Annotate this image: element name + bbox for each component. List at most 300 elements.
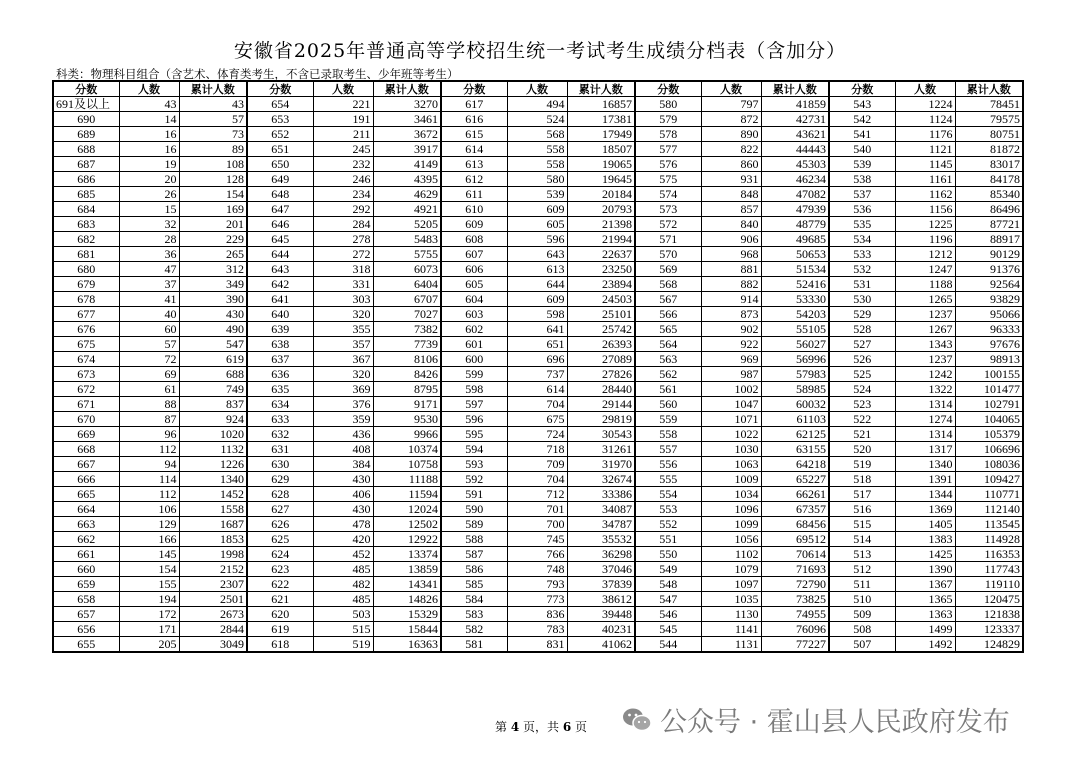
cumulative-cell: 44443 <box>761 142 829 157</box>
count-cell: 194 <box>119 592 179 607</box>
score-cell: 614 <box>441 142 507 157</box>
cumulative-cell: 91376 <box>955 262 1023 277</box>
cumulative-cell: 62125 <box>761 427 829 442</box>
column-header: 累计人数 <box>955 81 1023 97</box>
count-cell: 359 <box>313 412 373 427</box>
cumulative-cell: 35532 <box>567 532 635 547</box>
cumulative-cell: 1340 <box>179 472 247 487</box>
cumulative-cell: 24503 <box>567 292 635 307</box>
count-cell: 430 <box>313 502 373 517</box>
count-cell: 822 <box>701 142 761 157</box>
cumulative-cell: 25742 <box>567 322 635 337</box>
count-cell: 568 <box>507 127 567 142</box>
score-cell: 604 <box>441 292 507 307</box>
score-cell: 638 <box>247 337 313 352</box>
count-cell: 36 <box>119 247 179 262</box>
count-cell: 1405 <box>895 517 955 532</box>
count-cell: 1499 <box>895 622 955 637</box>
table-header-row <box>53 81 1023 97</box>
count-cell: 232 <box>313 157 373 172</box>
score-cell: 517 <box>829 487 895 502</box>
score-cell: 603 <box>441 307 507 322</box>
count-cell: 840 <box>701 217 761 232</box>
footer-prefix: 第 <box>495 720 511 734</box>
count-cell: 28 <box>119 232 179 247</box>
table-row <box>53 472 1023 487</box>
count-cell: 166 <box>119 532 179 547</box>
score-cell: 664 <box>53 502 119 517</box>
cumulative-cell: 71693 <box>761 562 829 577</box>
cumulative-cell: 9171 <box>373 397 441 412</box>
count-cell: 1030 <box>701 442 761 457</box>
score-cell: 537 <box>829 187 895 202</box>
score-cell: 523 <box>829 397 895 412</box>
cumulative-cell: 42731 <box>761 112 829 127</box>
cumulative-cell: 68456 <box>761 517 829 532</box>
count-cell: 922 <box>701 337 761 352</box>
score-cell: 606 <box>441 262 507 277</box>
table-row <box>53 547 1023 562</box>
cumulative-cell: 79575 <box>955 112 1023 127</box>
score-cell: 591 <box>441 487 507 502</box>
count-cell: 748 <box>507 562 567 577</box>
count-cell: 16 <box>119 127 179 142</box>
score-cell: 570 <box>635 247 701 262</box>
table-row <box>53 487 1023 502</box>
count-cell: 145 <box>119 547 179 562</box>
cumulative-cell: 5205 <box>373 217 441 232</box>
cumulative-cell: 4921 <box>373 202 441 217</box>
score-cell: 661 <box>53 547 119 562</box>
cumulative-cell: 1020 <box>179 427 247 442</box>
score-cell: 588 <box>441 532 507 547</box>
count-cell: 704 <box>507 397 567 412</box>
cumulative-cell: 89 <box>179 142 247 157</box>
count-cell: 931 <box>701 172 761 187</box>
cumulative-cell: 749 <box>179 382 247 397</box>
table-row <box>53 112 1023 127</box>
column-header: 分数 <box>441 81 507 97</box>
count-cell: 278 <box>313 232 373 247</box>
cumulative-cell: 924 <box>179 412 247 427</box>
score-cell: 529 <box>829 307 895 322</box>
score-cell: 611 <box>441 187 507 202</box>
table-row <box>53 337 1023 352</box>
count-cell: 1322 <box>895 382 955 397</box>
score-cell: 670 <box>53 412 119 427</box>
count-cell: 60 <box>119 322 179 337</box>
table-row <box>53 442 1023 457</box>
score-cell: 531 <box>829 277 895 292</box>
score-cell: 653 <box>247 112 313 127</box>
cumulative-cell: 9966 <box>373 427 441 442</box>
count-cell: 94 <box>119 457 179 472</box>
cumulative-cell: 2844 <box>179 622 247 637</box>
cumulative-cell: 104065 <box>955 412 1023 427</box>
count-cell: 436 <box>313 427 373 442</box>
score-cell: 521 <box>829 427 895 442</box>
column-header: 分数 <box>53 81 119 97</box>
score-cell: 627 <box>247 502 313 517</box>
count-cell: 1162 <box>895 187 955 202</box>
score-cell: 577 <box>635 142 701 157</box>
cumulative-cell: 56027 <box>761 337 829 352</box>
score-cell: 680 <box>53 262 119 277</box>
score-cell: 580 <box>635 97 701 112</box>
cumulative-cell: 47082 <box>761 187 829 202</box>
count-cell: 1363 <box>895 607 955 622</box>
cumulative-cell: 29819 <box>567 412 635 427</box>
cumulative-cell: 2501 <box>179 592 247 607</box>
score-cell: 522 <box>829 412 895 427</box>
score-cell: 636 <box>247 367 313 382</box>
table-row <box>53 562 1023 577</box>
score-cell: 560 <box>635 397 701 412</box>
count-cell: 1369 <box>895 502 955 517</box>
score-cell: 513 <box>829 547 895 562</box>
score-cell: 674 <box>53 352 119 367</box>
score-cell: 549 <box>635 562 701 577</box>
score-cell: 532 <box>829 262 895 277</box>
count-cell: 1161 <box>895 172 955 187</box>
score-cell: 659 <box>53 577 119 592</box>
cumulative-cell: 8426 <box>373 367 441 382</box>
cumulative-cell: 27089 <box>567 352 635 367</box>
score-cell: 690 <box>53 112 119 127</box>
cumulative-cell: 97676 <box>955 337 1023 352</box>
count-cell: 205 <box>119 637 179 653</box>
cumulative-cell: 5483 <box>373 232 441 247</box>
count-cell: 20 <box>119 172 179 187</box>
cumulative-cell: 1998 <box>179 547 247 562</box>
table-row <box>53 277 1023 292</box>
cumulative-cell: 312 <box>179 262 247 277</box>
score-cell: 675 <box>53 337 119 352</box>
count-cell: 797 <box>701 97 761 112</box>
cumulative-cell: 7027 <box>373 307 441 322</box>
count-cell: 906 <box>701 232 761 247</box>
count-cell: 114 <box>119 472 179 487</box>
cumulative-cell: 77227 <box>761 637 829 653</box>
score-cell: 582 <box>441 622 507 637</box>
cumulative-cell: 58985 <box>761 382 829 397</box>
count-cell: 598 <box>507 307 567 322</box>
cumulative-cell: 76096 <box>761 622 829 637</box>
score-cell: 544 <box>635 637 701 653</box>
score-cell: 663 <box>53 517 119 532</box>
score-cell: 536 <box>829 202 895 217</box>
cumulative-cell: 37046 <box>567 562 635 577</box>
cumulative-cell: 26393 <box>567 337 635 352</box>
column-header: 分数 <box>635 81 701 97</box>
cumulative-cell: 36298 <box>567 547 635 562</box>
score-cell: 624 <box>247 547 313 562</box>
count-cell: 873 <box>701 307 761 322</box>
count-cell: 1002 <box>701 382 761 397</box>
score-cell: 557 <box>635 442 701 457</box>
cumulative-cell: 70614 <box>761 547 829 562</box>
column-header: 分数 <box>247 81 313 97</box>
table-row <box>53 412 1023 427</box>
cumulative-cell: 65227 <box>761 472 829 487</box>
cumulative-cell: 27826 <box>567 367 635 382</box>
count-cell: 1196 <box>895 232 955 247</box>
count-cell: 420 <box>313 532 373 547</box>
cumulative-cell: 43621 <box>761 127 829 142</box>
cumulative-cell: 18507 <box>567 142 635 157</box>
score-cell: 589 <box>441 517 507 532</box>
cumulative-cell: 169 <box>179 202 247 217</box>
column-header: 累计人数 <box>179 81 247 97</box>
count-cell: 211 <box>313 127 373 142</box>
cumulative-cell: 52416 <box>761 277 829 292</box>
count-cell: 367 <box>313 352 373 367</box>
count-cell: 860 <box>701 157 761 172</box>
cumulative-cell: 43 <box>179 97 247 112</box>
table-row <box>53 622 1023 637</box>
table-row <box>53 172 1023 187</box>
cumulative-cell: 2673 <box>179 607 247 622</box>
count-cell: 1237 <box>895 352 955 367</box>
score-cell: 660 <box>53 562 119 577</box>
count-cell: 112 <box>119 442 179 457</box>
score-cell: 585 <box>441 577 507 592</box>
table-row <box>53 157 1023 172</box>
cumulative-cell: 123337 <box>955 622 1023 637</box>
count-cell: 272 <box>313 247 373 262</box>
count-cell: 106 <box>119 502 179 517</box>
score-cell: 510 <box>829 592 895 607</box>
cumulative-cell: 390 <box>179 292 247 307</box>
table-row <box>53 247 1023 262</box>
count-cell: 1267 <box>895 322 955 337</box>
table-row <box>53 577 1023 592</box>
score-cell: 593 <box>441 457 507 472</box>
score-cell: 569 <box>635 262 701 277</box>
table-row <box>53 517 1023 532</box>
cumulative-cell: 114928 <box>955 532 1023 547</box>
cumulative-cell: 67357 <box>761 502 829 517</box>
watermark-text: 公众号 · 霍山县人民政府发布 <box>660 707 1010 738</box>
score-cell: 608 <box>441 232 507 247</box>
count-cell: 987 <box>701 367 761 382</box>
count-cell: 1391 <box>895 472 955 487</box>
score-cell: 679 <box>53 277 119 292</box>
score-cell: 628 <box>247 487 313 502</box>
cumulative-cell: 45303 <box>761 157 829 172</box>
cumulative-cell: 1558 <box>179 502 247 517</box>
cumulative-cell: 10758 <box>373 457 441 472</box>
score-cell: 671 <box>53 397 119 412</box>
cumulative-cell: 73825 <box>761 592 829 607</box>
cumulative-cell: 6073 <box>373 262 441 277</box>
score-cell: 616 <box>441 112 507 127</box>
count-cell: 1097 <box>701 577 761 592</box>
cumulative-cell: 16857 <box>567 97 635 112</box>
table-row <box>53 367 1023 382</box>
count-cell: 1141 <box>701 622 761 637</box>
score-cell: 609 <box>441 217 507 232</box>
cumulative-cell: 265 <box>179 247 247 262</box>
cumulative-cell: 46234 <box>761 172 829 187</box>
score-cell: 581 <box>441 637 507 653</box>
cumulative-cell: 1853 <box>179 532 247 547</box>
count-cell: 40 <box>119 307 179 322</box>
cumulative-cell: 49685 <box>761 232 829 247</box>
cumulative-cell: 100155 <box>955 367 1023 382</box>
count-cell: 1224 <box>895 97 955 112</box>
cumulative-cell: 4149 <box>373 157 441 172</box>
count-cell: 1056 <box>701 532 761 547</box>
cumulative-cell: 349 <box>179 277 247 292</box>
count-cell: 712 <box>507 487 567 502</box>
count-cell: 1099 <box>701 517 761 532</box>
cumulative-cell: 83017 <box>955 157 1023 172</box>
count-cell: 485 <box>313 562 373 577</box>
count-cell: 485 <box>313 592 373 607</box>
cumulative-cell: 96333 <box>955 322 1023 337</box>
cumulative-cell: 48779 <box>761 217 829 232</box>
cumulative-cell: 1132 <box>179 442 247 457</box>
count-cell: 1156 <box>895 202 955 217</box>
cumulative-cell: 7739 <box>373 337 441 352</box>
count-cell: 1079 <box>701 562 761 577</box>
count-cell: 155 <box>119 577 179 592</box>
score-cell: 551 <box>635 532 701 547</box>
score-cell: 520 <box>829 442 895 457</box>
count-cell: 718 <box>507 442 567 457</box>
score-cell: 650 <box>247 157 313 172</box>
count-cell: 696 <box>507 352 567 367</box>
count-cell: 37 <box>119 277 179 292</box>
count-cell: 221 <box>313 97 373 112</box>
score-cell: 598 <box>441 382 507 397</box>
cumulative-cell: 7382 <box>373 322 441 337</box>
score-cell: 550 <box>635 547 701 562</box>
score-cell: 648 <box>247 187 313 202</box>
score-cell: 562 <box>635 367 701 382</box>
cumulative-cell: 14341 <box>373 577 441 592</box>
cumulative-cell: 19645 <box>567 172 635 187</box>
column-header: 人数 <box>895 81 955 97</box>
cumulative-cell: 20793 <box>567 202 635 217</box>
count-cell: 284 <box>313 217 373 232</box>
score-cell: 630 <box>247 457 313 472</box>
count-cell: 881 <box>701 262 761 277</box>
score-cell: 553 <box>635 502 701 517</box>
count-cell: 1145 <box>895 157 955 172</box>
score-cell: 508 <box>829 622 895 637</box>
score-cell: 655 <box>53 637 119 653</box>
count-cell: 15 <box>119 202 179 217</box>
table-row <box>53 532 1023 547</box>
score-cell: 533 <box>829 247 895 262</box>
count-cell: 1265 <box>895 292 955 307</box>
score-cell: 528 <box>829 322 895 337</box>
count-cell: 1340 <box>895 457 955 472</box>
count-cell: 1314 <box>895 397 955 412</box>
score-cell: 646 <box>247 217 313 232</box>
cumulative-cell: 39448 <box>567 607 635 622</box>
watermark <box>622 700 1010 739</box>
cumulative-cell: 547 <box>179 337 247 352</box>
score-cell: 683 <box>53 217 119 232</box>
score-cell: 547 <box>635 592 701 607</box>
score-cell: 535 <box>829 217 895 232</box>
cumulative-cell: 95066 <box>955 307 1023 322</box>
cumulative-cell: 54203 <box>761 307 829 322</box>
score-cell: 658 <box>53 592 119 607</box>
count-cell: 1047 <box>701 397 761 412</box>
score-cell: 584 <box>441 592 507 607</box>
table-row <box>53 292 1023 307</box>
cumulative-cell: 29144 <box>567 397 635 412</box>
count-cell: 482 <box>313 577 373 592</box>
cumulative-cell: 50653 <box>761 247 829 262</box>
score-cell: 587 <box>441 547 507 562</box>
score-cell: 578 <box>635 127 701 142</box>
cumulative-cell: 14826 <box>373 592 441 607</box>
count-cell: 452 <box>313 547 373 562</box>
score-cell: 610 <box>441 202 507 217</box>
count-cell: 376 <box>313 397 373 412</box>
cumulative-cell: 10374 <box>373 442 441 457</box>
cumulative-cell: 85340 <box>955 187 1023 202</box>
cumulative-cell: 32674 <box>567 472 635 487</box>
count-cell: 69 <box>119 367 179 382</box>
score-cell: 556 <box>635 457 701 472</box>
score-cell: 567 <box>635 292 701 307</box>
count-cell: 614 <box>507 382 567 397</box>
count-cell: 701 <box>507 502 567 517</box>
score-cell: 515 <box>829 517 895 532</box>
count-cell: 609 <box>507 292 567 307</box>
table-row <box>53 127 1023 142</box>
cumulative-cell: 20184 <box>567 187 635 202</box>
count-cell: 539 <box>507 187 567 202</box>
count-cell: 773 <box>507 592 567 607</box>
score-cell: 686 <box>53 172 119 187</box>
score-cell: 534 <box>829 232 895 247</box>
table-row <box>53 352 1023 367</box>
document-title: 安徽省2025年普通高等学校招生统一考试考生成绩分档表（含加分） <box>233 40 847 62</box>
score-cell: 618 <box>247 637 313 653</box>
count-cell: 72 <box>119 352 179 367</box>
score-cell: 643 <box>247 262 313 277</box>
cumulative-cell: 28440 <box>567 382 635 397</box>
score-cell: 530 <box>829 292 895 307</box>
cumulative-cell: 74955 <box>761 607 829 622</box>
score-cell: 527 <box>829 337 895 352</box>
cumulative-cell: 128 <box>179 172 247 187</box>
score-cell: 654 <box>247 97 313 112</box>
count-cell: 1176 <box>895 127 955 142</box>
column-header: 人数 <box>119 81 179 97</box>
score-cell: 673 <box>53 367 119 382</box>
count-cell: 331 <box>313 277 373 292</box>
score-cell: 637 <box>247 352 313 367</box>
score-cell: 540 <box>829 142 895 157</box>
count-cell: 651 <box>507 337 567 352</box>
cumulative-cell: 21398 <box>567 217 635 232</box>
table-row <box>53 187 1023 202</box>
table-row <box>53 637 1023 653</box>
cumulative-cell: 69512 <box>761 532 829 547</box>
score-cell: 625 <box>247 532 313 547</box>
count-cell: 1274 <box>895 412 955 427</box>
count-cell: 766 <box>507 547 567 562</box>
score-cell: 620 <box>247 607 313 622</box>
